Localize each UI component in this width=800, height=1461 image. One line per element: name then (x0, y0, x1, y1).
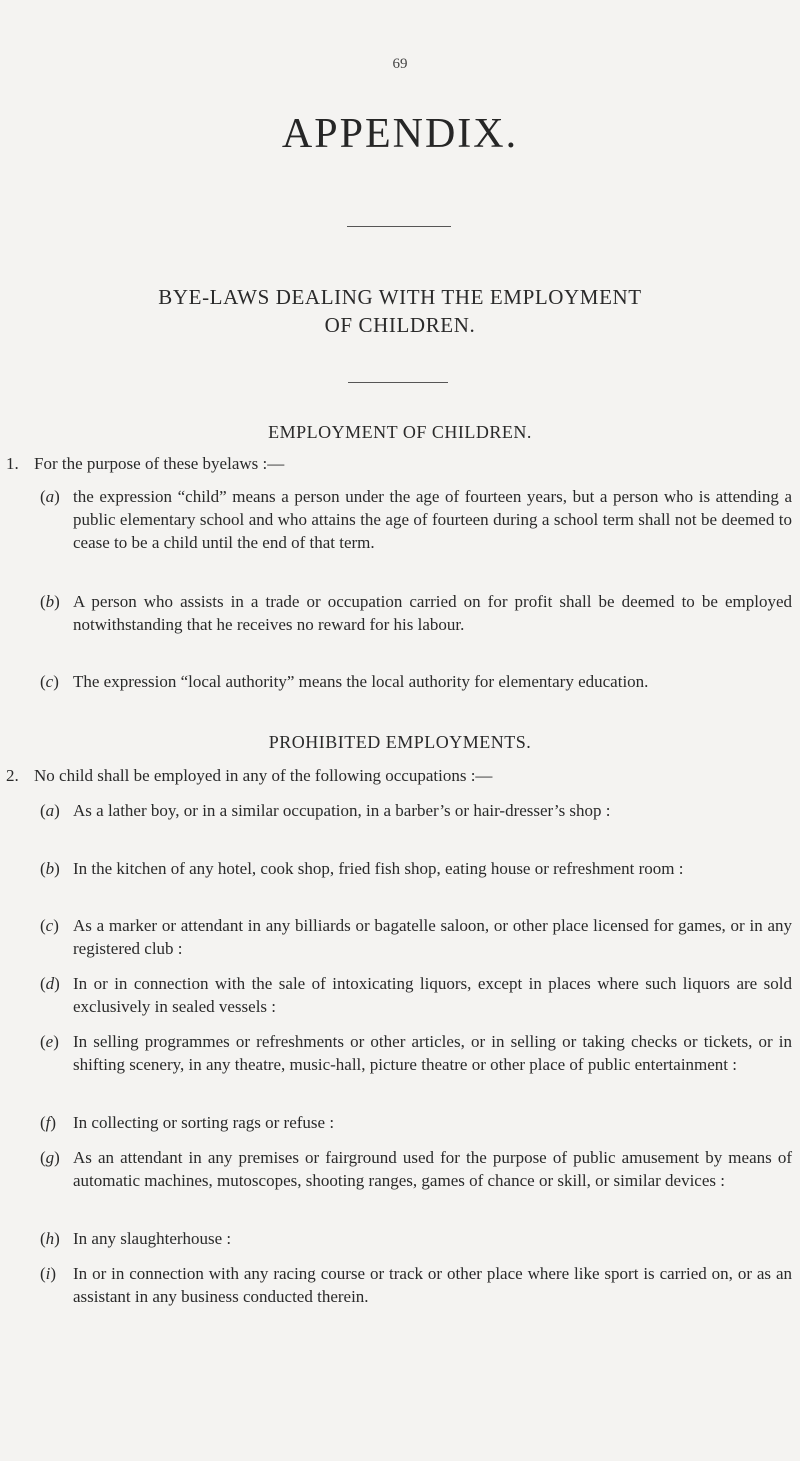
list-item (40, 799, 792, 822)
item-label: (a) (40, 487, 60, 506)
item-text: As a marker or attendant in any billiards or bagatelle saloon, or other place licensed for games, or in any registered club : (73, 916, 792, 958)
clause-number: 1. (6, 454, 19, 473)
item-label: (e) (40, 1032, 59, 1051)
item-label: (f) (40, 1113, 57, 1132)
page-number: 69 (392, 56, 408, 72)
subtitle-line: BYE-LAWS DEALING WITH THE EMPLOYMENT (158, 285, 642, 309)
list-item (40, 1030, 792, 1076)
item-text: The expression “local authority” means the local authority for elementary education. (73, 672, 649, 691)
item-label: (i) (40, 1264, 57, 1283)
item-text: As a lather boy, or in a similar occupation, in a barber’s or hair-dresser’s shop : (73, 801, 611, 820)
item-label: (a) (40, 801, 60, 820)
item-label: (g) (40, 1148, 60, 1167)
item-text: As an attendant in any premises or fairground used for the purpose of public amusement by means of automatic machines, mutoscopes, shooting ranges, games of chance or skill, or similar devices : (73, 1148, 792, 1190)
page-title: APPENDIX. (281, 111, 519, 157)
item-text: In or in connection with the sale of intoxicating liquors, except in places where such liquors are sold exclusively in sealed vessels : (73, 974, 792, 1016)
item-text: the expression “child” means a person under the age of fourteen years, but a person who is attending a public elementary school and who attains the age of fourteen during a school term shall not be deemed to cease to be a child until the end of that term. (73, 487, 792, 552)
list-item (40, 485, 792, 554)
clause-number: 2. (6, 766, 19, 785)
title-divider (347, 226, 451, 227)
list-item (40, 590, 792, 636)
item-label: (b) (40, 859, 60, 878)
clause-text: For the purpose of these byelaws :— (34, 454, 285, 473)
section-heading-prohibited: PROHIBITED EMPLOYMENTS. (268, 732, 532, 752)
item-text: In any slaughterhouse : (73, 1229, 232, 1248)
item-label: (c) (40, 916, 59, 935)
list-item (40, 1262, 792, 1308)
subtitle-divider (348, 382, 448, 383)
item-text: In selling programmes or refreshments or other articles, or in selling or taking checks or tickets, or in shifting scenery, in any theatre, music-hall, picture theatre or other place of public entertainment : (73, 1032, 792, 1074)
list-item (40, 857, 792, 880)
section-heading-employment: EMPLOYMENT OF CHILDREN. (268, 422, 532, 442)
item-text: In or in connection with any racing course or track or other place where like sport is carried on, or as an assistant in any business conducted therein. (73, 1264, 792, 1306)
list-item (40, 1227, 792, 1250)
item-label: (d) (40, 974, 60, 993)
item-label: (h) (40, 1229, 60, 1248)
item-label: (c) (40, 672, 59, 691)
document-subtitle (0, 283, 800, 339)
list-item (40, 1111, 792, 1134)
item-text: In collecting or sorting rags or refuse : (73, 1113, 335, 1132)
subtitle-line: OF CHILDREN. (324, 313, 476, 337)
list-item (40, 914, 792, 960)
item-label: (b) (40, 592, 60, 611)
clause-text: No child shall be employed in any of the following occupations :— (34, 766, 493, 785)
item-text: In the kitchen of any hotel, cook shop, fried fish shop, eating house or refreshment room : (73, 859, 684, 878)
list-item (40, 972, 792, 1018)
item-text: A person who assists in a trade or occupation carried on for profit shall be deemed to be employed notwithstanding that he receives no reward for his labour. (73, 592, 792, 634)
list-item (40, 670, 792, 693)
list-item (40, 1146, 792, 1192)
